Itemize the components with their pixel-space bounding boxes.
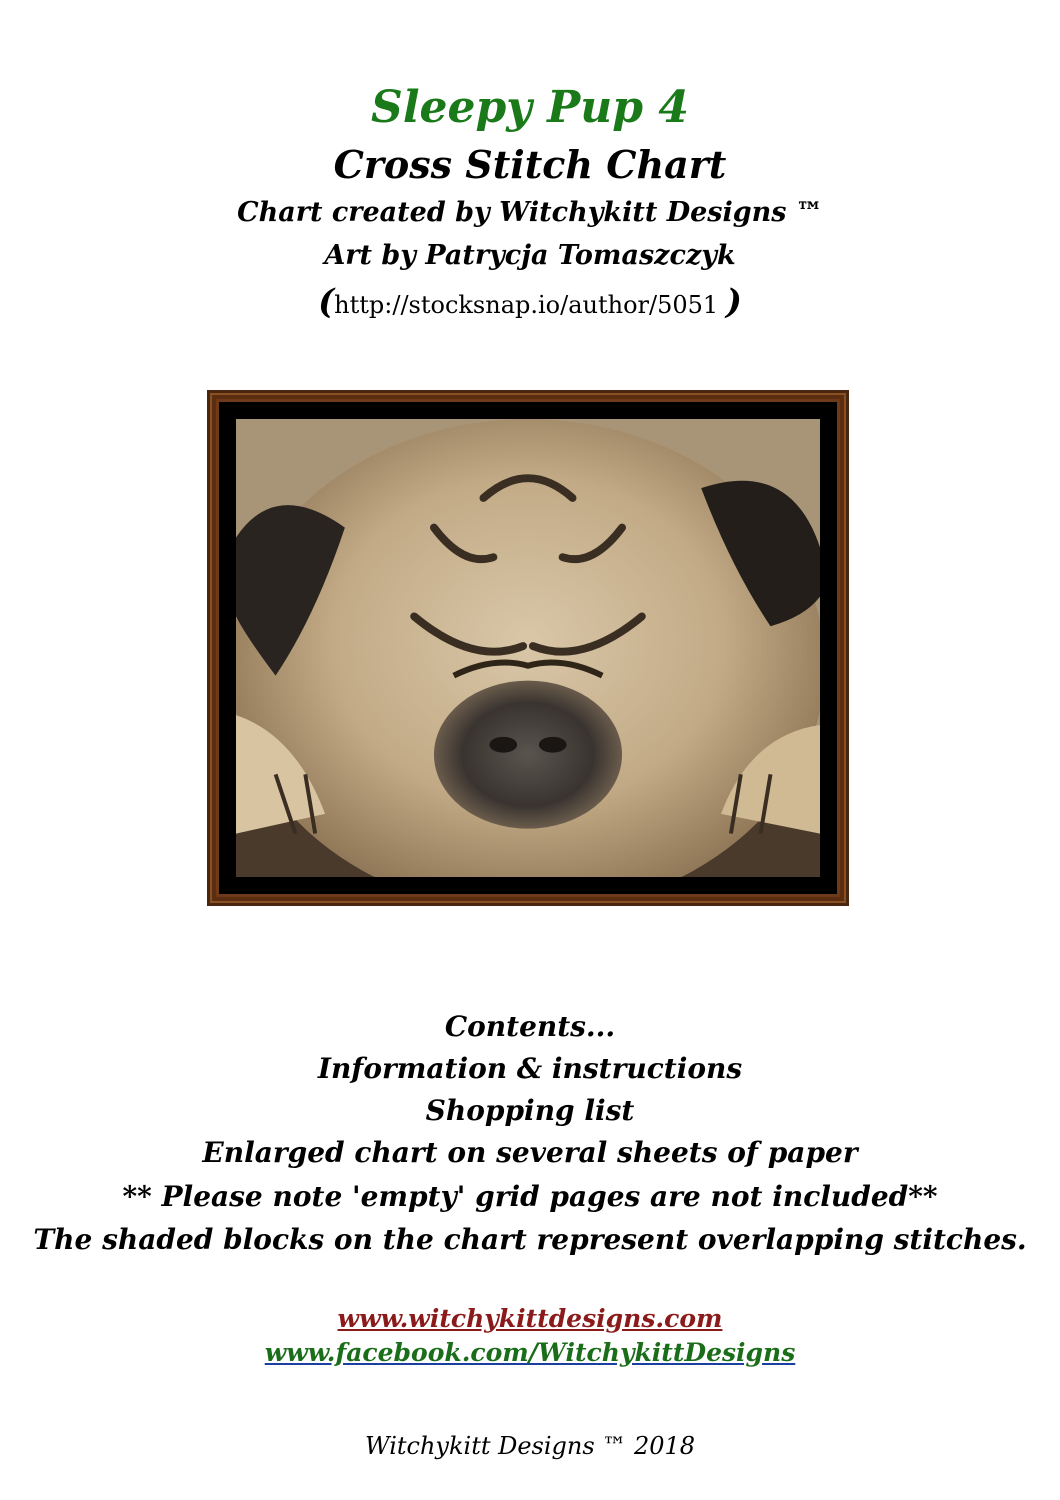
close-paren: ) xyxy=(725,282,742,322)
facebook-link[interactable]: www.facebook.com/WitchykittDesigns xyxy=(264,1338,796,1367)
sleeping-pug-illustration xyxy=(236,419,820,877)
contents-item: Information & instructions xyxy=(317,1052,743,1085)
pug-image xyxy=(236,419,820,877)
open-paren: ( xyxy=(318,282,335,322)
contents-item: Enlarged chart on several sheets of paper xyxy=(202,1136,858,1169)
source-url-line xyxy=(0,282,1060,322)
contents-item: Shopping list xyxy=(425,1094,635,1127)
created-by-line: Chart created by Witchykitt Designs ™ xyxy=(237,197,823,228)
contents-heading: Contents... xyxy=(444,1010,616,1043)
chart-title: Sleepy Pup 4 xyxy=(371,82,689,133)
art-by-line: Art by Patrycja Tomaszczyk xyxy=(324,240,736,271)
contents-item: ** Please note 'empty' grid pages are not included** xyxy=(122,1180,938,1213)
framed-pug-picture xyxy=(207,390,849,906)
source-url[interactable]: http://stocksnap.io/author/5051 xyxy=(334,291,719,319)
chart-subtitle: Cross Stitch Chart xyxy=(333,142,727,187)
copyright-footer: Witchykitt Designs ™ 2018 xyxy=(364,1432,696,1460)
contents-item: The shaded blocks on the chart represent overlapping stitches. xyxy=(33,1223,1027,1256)
website-link[interactable]: www.witchykittdesigns.com xyxy=(337,1304,723,1333)
